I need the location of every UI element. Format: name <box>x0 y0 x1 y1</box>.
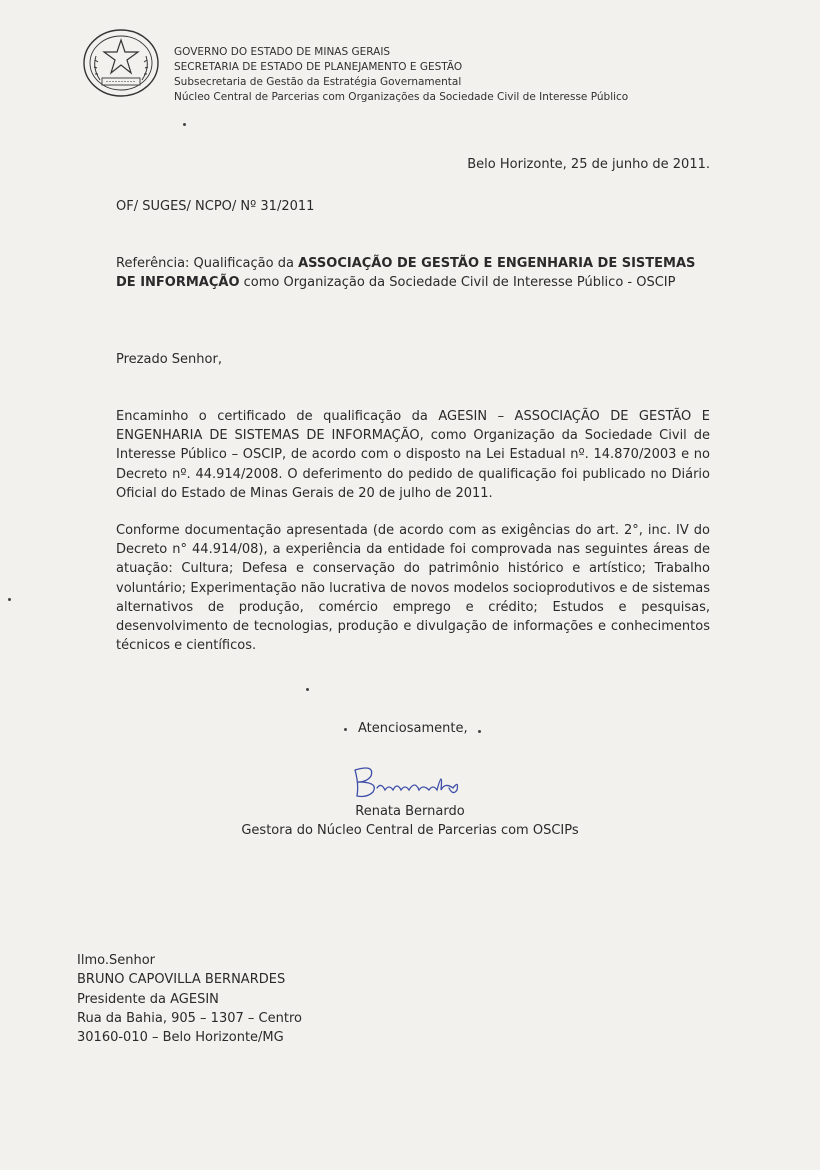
handwritten-signature <box>345 762 475 802</box>
state-seal-icon <box>82 28 160 98</box>
letterhead-subsecretariat: Subsecretaria de Gestão da Estratégia Governamental <box>174 76 462 88</box>
dateline: Belo Horizonte, 25 de junho de 2011. <box>467 157 710 172</box>
reference-prefix: Referência: Qualificação da <box>116 256 299 271</box>
body-paragraph: Conforme documentação apresentada (de acordo com as exigências do art. 2°, inc. IV do Decreto n° 44.914/08), a experiência da entidade foi comprovada nas seguintes áreas de atuação: Cultura; Defesa e conservação do patrimônio histórico e artístico; Trabalho voluntário; Experimentação não lucrativa de novos modelos socioprodutivos e de sistemas alternativos de produção, comércio emprego e crédito; Estudos e pesquisas, desenvolvimento de tecnologias, produção e divulgação de informações e conhecimentos técnicos e científicos. <box>116 523 710 654</box>
closing: Atenciosamente, <box>358 721 468 736</box>
salutation: Prezado Senhor, <box>116 352 222 367</box>
signer-title: Gestora do Núcleo Central de Parcerias com OSCIPs <box>241 823 579 838</box>
recipient-name: BRUNO CAPOVILLA BERNARDES <box>77 972 286 988</box>
reference-suffix: como Organização da Sociedade Civil de Interesse Público - OSCIP <box>239 275 676 290</box>
recipient-city: 30160-010 – Belo Horizonte/MG <box>77 1030 284 1046</box>
recipient-title: Presidente da AGESIN <box>77 991 219 1007</box>
letterhead-secretariat: SECRETARIA DE ESTADO DE PLANEJAMENTO E GESTÃO <box>174 61 463 73</box>
body-paragraph: Encaminho o certificado de qualificação da AGESIN – ASSOCIAÇÃO DE GESTÃO E ENGENHARIA DE SISTEMAS DE INFORMAÇÃO, como Organização da Sociedade Civil de Interesse Público – OSCIP, de acordo com o disposto na Lei Estadual nº. 14.870/2003 e no Decreto nº. 44.914/2008. O deferimento do pedido de qualificação foi publicado no Diário Oficial do Estado de Minas Gerais de 20 de julho de 2011. <box>116 409 710 501</box>
paper-speck <box>344 728 347 731</box>
recipient-street: Rua da Bahia, 905 – 1307 – Centro <box>77 1010 302 1026</box>
letterhead-nucleus: Núcleo Central de Parcerias com Organizações da Sociedade Civil de Interesse Público <box>174 91 629 103</box>
recipient-block <box>77 951 302 1047</box>
paper-speck <box>478 730 481 733</box>
paper-speck <box>8 598 11 601</box>
paper-speck <box>183 123 186 126</box>
office-number: OF/ SUGES/ NCPO/ Nº 31/2011 <box>116 199 315 214</box>
letterhead-government: GOVERNO DO ESTADO DE MINAS GERAIS <box>174 46 391 58</box>
letterhead <box>174 45 628 105</box>
recipient-salutation: Ilmo.Senhor <box>77 953 155 968</box>
signer-name: Renata Bernardo <box>355 804 465 819</box>
paper-speck <box>306 688 309 691</box>
reference-org-name: ASSOCIAÇÃO DE GESTÃO E ENGENHARIA DE SISTEMAS DE INFORMAÇÃO <box>116 256 696 290</box>
reference-line <box>116 254 706 292</box>
